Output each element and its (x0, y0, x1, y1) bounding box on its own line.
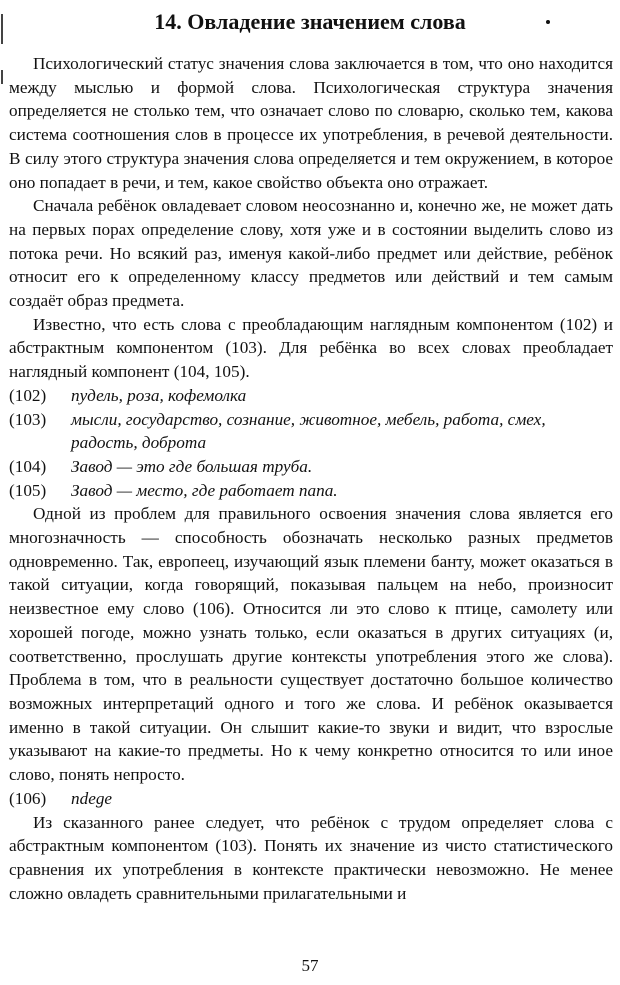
body-text (9, 52, 613, 905)
example-104 (9, 455, 613, 479)
page-number: 57 (301, 956, 319, 975)
example-105 (9, 479, 613, 503)
paragraph-2: Сначала ребёнок овладевает словом неосознанно и, конечно же, не может дать на первых порах определение слову, хотя уже и в состоянии выделить слово из потока речи. Но всякий раз, именуя какой-либо предмет или действие, ребёнок относит его к определенному классу предметов или действий и тем самым создаёт образ предмета. (9, 196, 613, 311)
example-text: ndege (71, 788, 113, 808)
paragraph-4: Одной из проблем для правильного освоения значения слова является его многозначность — способность обозначать несколько разных предметов одновременно. Так, европеец, изучающий язык племени банту, может оказаться в такой ситуации, когда говорящий, показывая пальцем на небо, произносит неизвестное ему слово (106). Относится ли это слово к птице, самолету или хорошей погоде, можно узнать только, если оказаться в других ситуациях (и, соответственно, прослушать другие контексты употребления этого же слова). Проблема в том, что в реальности существует достаточно большое количество возможных интерпретаций одного и того же слова. И ребёнок оказывается именно в такой ситуации. Он слышит какие-то звуки и видит, что взрослые указывают на какие-то предметы. Но к чему конкретно относится то или иное слово, понять непросто. (9, 504, 613, 785)
example-number: (105) (9, 480, 47, 500)
scan-edge-mark (1, 70, 3, 84)
example-text: мысли, государство, сознание, животное, мебель, работа, смех, радость, доброта (71, 409, 546, 453)
example-text: Завод — это где большая труба. (71, 456, 313, 476)
paragraph-5: Из сказанного ранее следует, что ребёнок с трудом определяет слова с абстрактным компонентом (103). Понять их значение из чисто статистического сравнения их употребления в контексте практически невозможно. Не менее сложно овладеть сравнительными прилагательными и (9, 812, 613, 903)
paragraph-1: Психологический статус значения слова заключается в том, что оно находится между мыслью и формой слова. Психологическая структура значения определяется не столько тем, что означает слово по словарю, сколько тем, какова система соотношения слов в процессе их употребления, в речевой деятельности. В силу этого структура значения слова определяется и тем окружением, в которое оно попадает в речи, и тем, какое свойство объекта оно отражает. (9, 54, 613, 192)
example-102 (9, 384, 613, 408)
example-number: (106) (9, 788, 47, 808)
scan-speck (546, 20, 550, 24)
example-text: пудель, роза, кофемолка (71, 385, 247, 405)
example-106 (9, 787, 613, 811)
example-103 (9, 408, 613, 455)
example-number: (104) (9, 456, 47, 476)
section-title: 14. Овладение значением слова (154, 9, 466, 34)
example-number: (102) (9, 385, 47, 405)
example-number: (103) (9, 409, 47, 429)
paragraph-3: Известно, что есть слова с преобладающим наглядным компонентом (102) и абстрактным компонентом (103). Для ребёнка во всех словах преобладает наглядный компонент (104, 105). (9, 314, 613, 382)
example-text: Завод — место, где работает папа. (71, 480, 338, 500)
